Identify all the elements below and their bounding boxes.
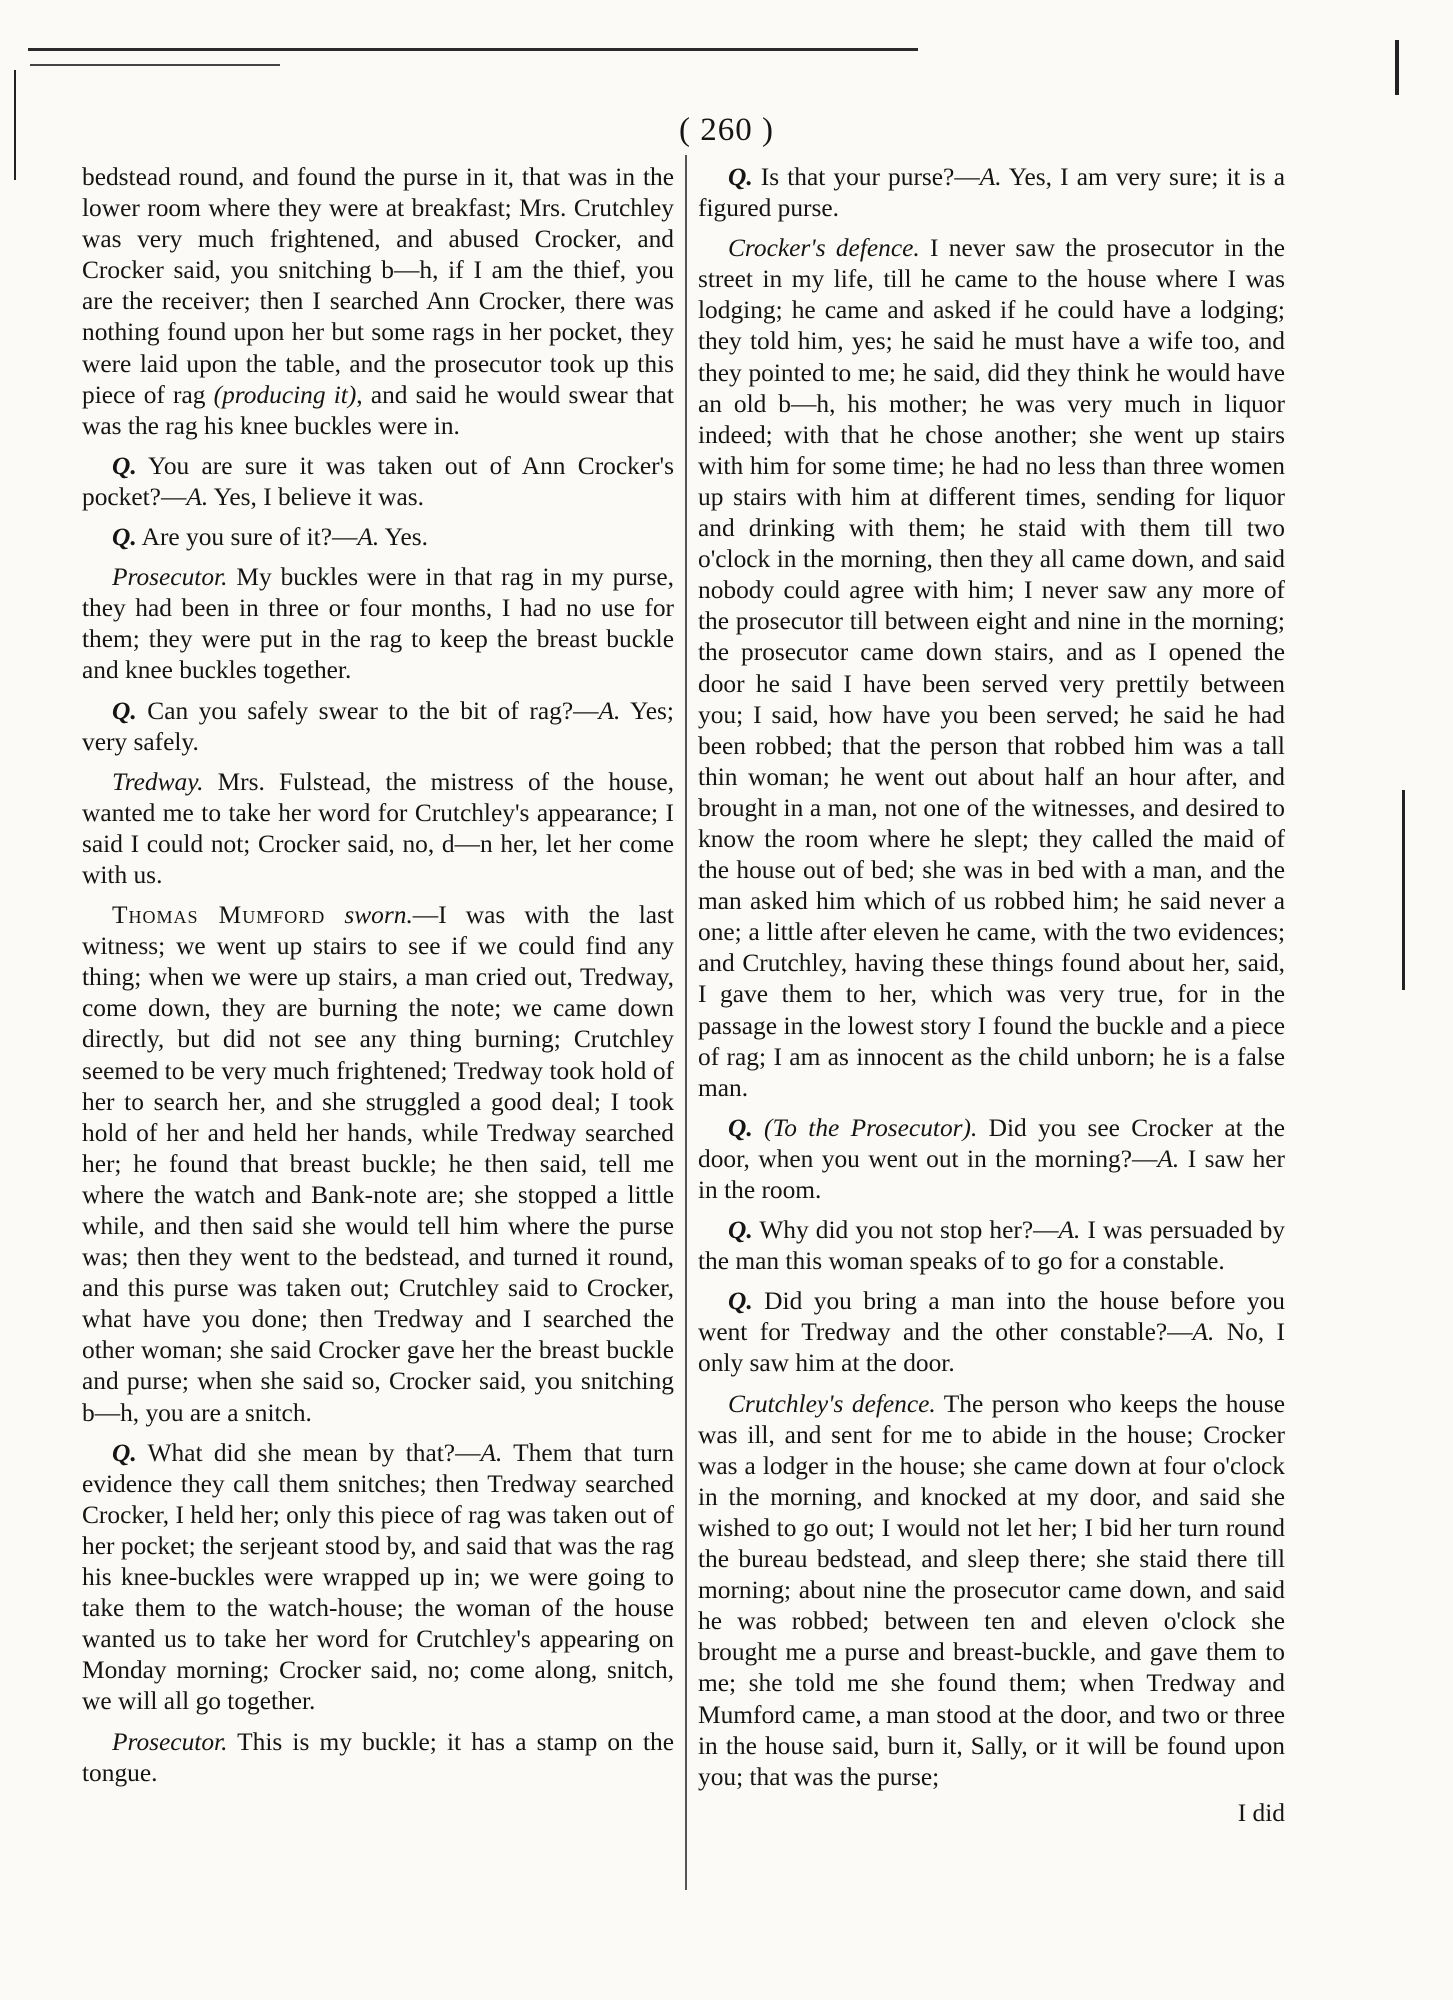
question-marker: Q. bbox=[112, 523, 137, 552]
text-run: This is my buckle; it has a stamp on the tongue. bbox=[82, 1727, 674, 1787]
styled-text: sworn. bbox=[344, 901, 413, 930]
text-run: Are you sure of it?— bbox=[136, 523, 358, 552]
question-marker: Q. bbox=[728, 1113, 753, 1142]
paragraph bbox=[698, 1286, 1285, 1379]
styled-text: Crocker's defence. bbox=[728, 234, 920, 263]
text-run: I did bbox=[1237, 1798, 1285, 1827]
text-run: No, I only saw him at the door. bbox=[698, 1318, 1285, 1378]
text-run: Yes, I believe it was. bbox=[208, 482, 424, 511]
paragraph bbox=[82, 162, 674, 442]
text-run: I never saw the prosecutor in the street in my life, till he came to the house where I was lodging; he came and asked if he could have a lodging; they told him, yes; he said he must have a wife too, and they pointed to me; he said, did they think he would have an old b—h, his mother; he was very much in liquor indeed; with that he chose another; she went up stairs with him for some time; he had no less than three women up stairs with him at different times, sending for liquor and drinking with them; he staid with them till two o'clock in the morning, then they all came down, and said nobody could agree with him; I never saw any more of the prosecutor till between eight and nine in the morning; the prosecutor came down stairs, and as I opened the door he said I have been served very prettily between you; I said, how have you been served; he said he had been robbed; that the person that robbed him was a tall thin woman; he went out about half an hour after, and brought in a man, not one of the witnesses, and desired to know the room where he slept; they called the maid of the house out of bed; she was in bed with a man, and the man asked him which of us robbed him; he said never a one; a little after eleven he came, with the two evidences; and Crutchley, having these things found about her, said, I gave them to her, which was very true, for in the passage in the lowest story I found the buckle and a piece of rag; I am as innocent as the child unborn; he is a false man. bbox=[698, 234, 1285, 1102]
top-rule bbox=[28, 48, 918, 51]
paragraph bbox=[82, 900, 674, 1429]
question-marker: Q. bbox=[112, 451, 137, 480]
text-run: Mrs. Fulstead, the mistress of the house, wanted me to take her word for Crutchley's appearance; I said I could not; Crocker said, no, d—n her, let her come with us. bbox=[82, 767, 674, 889]
scan-mark-right bbox=[1395, 40, 1399, 95]
text-run: Can you safely swear to the bit of rag?— bbox=[136, 696, 599, 725]
paragraph bbox=[82, 767, 674, 891]
text-run: —I was with the last witness; we went up stairs to see if we could find any thing; when we were up stairs, a man cried out, Tredway, come down, they are burning the note; we came down directly, but did not see any thing burning; Crutchley seemed to be very much frightened; Tredway took hold of her to search her, and she struggled a good deal; I took hold of her and held her hands, while Tredway searched her; he found that breast buckle; he then said, tell me where the watch and Bank-note are; she stopped a little while, and then said she would tell him where the purse was; then they went to the bedstead, and turned it round, and this purse was taken out; Crutchley said to Crocker, what have you done; then Tredway and I searched the other woman; she said Crocker gave her the breast buckle and purse; when she said so, Crocker said, you snitching b—h, you are a snitch. bbox=[82, 901, 674, 1427]
styled-text: A. bbox=[186, 482, 209, 511]
text-run: Is that your purse?— bbox=[752, 163, 980, 191]
paragraph bbox=[698, 233, 1285, 1104]
question-marker: Q. bbox=[728, 1287, 753, 1316]
styled-text: Tredway. bbox=[112, 767, 204, 796]
text-run bbox=[325, 901, 344, 929]
text-run: bedstead round, and found the purse in it, that was in the lower room where they were at breakfast; Mrs. Crutchley was very much frightened, and abused Crocker, and Crocker said, you snitching b—h, if I am the thief, you are the receiver; then I searched Ann Crocker, there was nothing found upon her but some rags in her pocket, they were laid upon the table, and the prosecutor took up this piece of rag bbox=[82, 163, 674, 409]
question-marker: Q. bbox=[112, 696, 137, 725]
text-run: , and said he would swear that was the rag his knee buckles were in. bbox=[82, 380, 674, 440]
styled-text: A. bbox=[1058, 1216, 1081, 1245]
styled-text: (To the Prosecutor). bbox=[764, 1113, 978, 1142]
styled-text: (producing it) bbox=[213, 380, 357, 409]
paragraph bbox=[82, 522, 674, 553]
text-run: The person who keeps the house was ill, and sent for me to abide in the house; Crocker was a lodger in the house; she came down at four o'clock in the morning, and knocked at my door, and said she wished to go out; I would not let her; I bid her turn round the bureau bedstead, and sleep there; she staid there till morning; about nine the prosecutor came down, and said he was robbed; between ten and eleven o'clock she brought me a purse and breast-buckle, and gave them to me; she told me she found them; when Tredway and Mumford came, a man stood at the door, and two or three in the house said, burn it, Sally, or it will be found upon you; that was the purse; bbox=[698, 1389, 1285, 1791]
styled-text: A. bbox=[480, 1438, 503, 1467]
styled-text: A. bbox=[979, 163, 1002, 191]
styled-text: Prosecutor. bbox=[112, 563, 228, 592]
paragraph bbox=[82, 696, 674, 758]
question-marker: Q. bbox=[112, 1438, 137, 1467]
text-run: Did you see Crocker at the door, when you went out in the morning?— bbox=[698, 1113, 1285, 1173]
styled-text: A. bbox=[357, 523, 380, 552]
paragraph bbox=[82, 1727, 674, 1789]
scan-mark-right-mid bbox=[1402, 790, 1405, 990]
paragraph bbox=[698, 162, 1285, 224]
text-run: Them that turn evidence they call them snitches; then Tredway searched Crocker, I held her; only this piece of rag was taken out of her pocket; the serjeant stood by, and said that was the rag his knee-buckles were wrapped up in; we were going to take them to the watch-house; the woman of the house wanted us to take her word for Crutchley's appearing on Monday morning; Crocker said, no; come along, snitch, we will all go together. bbox=[82, 1438, 674, 1716]
text-run: Did you bring a man into the house before you went for Tredway and the other constable?— bbox=[698, 1287, 1285, 1347]
left-column bbox=[82, 162, 674, 1798]
question-marker: Q. bbox=[728, 1216, 753, 1245]
text-run: You are sure it was taken out of Ann Crocker's pocket?— bbox=[82, 451, 674, 511]
paragraph bbox=[82, 562, 674, 686]
text-run: My buckles were in that rag in my purse, they had been in three or four months, I had no use for them; they were put in the rag to keep the breast buckle and knee buckles together. bbox=[82, 563, 674, 685]
styled-text: Crutchley's defence. bbox=[728, 1389, 936, 1418]
paragraph bbox=[82, 451, 674, 513]
text-run: What did she mean by that?— bbox=[136, 1438, 481, 1467]
styled-text: A. bbox=[1157, 1144, 1180, 1173]
paragraph bbox=[82, 1438, 674, 1718]
paragraph bbox=[698, 1798, 1285, 1829]
styled-text: Thomas Mumford bbox=[112, 901, 326, 930]
styled-text: A. bbox=[1192, 1318, 1215, 1347]
text-run: Yes, I am very sure; it is a figured purse. bbox=[698, 163, 1286, 223]
paragraph bbox=[698, 1113, 1285, 1206]
text-run: Yes; very safely. bbox=[82, 696, 674, 756]
question-marker: Q. bbox=[728, 163, 753, 191]
paragraph bbox=[698, 1215, 1285, 1277]
top-rule-thin bbox=[30, 64, 280, 66]
text-run: I saw her in the room. bbox=[698, 1144, 1285, 1204]
text-run: Why did you not stop her?— bbox=[752, 1216, 1059, 1245]
styled-text: Prosecutor. bbox=[112, 1727, 228, 1756]
page-number: ( 260 ) bbox=[679, 112, 774, 148]
text-run: I was persuaded by the man this woman speaks of to go for a constable. bbox=[698, 1216, 1285, 1276]
paragraph bbox=[698, 1389, 1285, 1793]
right-column bbox=[698, 162, 1285, 1838]
text-run: Yes. bbox=[379, 523, 428, 552]
text-run bbox=[753, 1114, 764, 1142]
styled-text: A. bbox=[598, 696, 621, 725]
column-divider bbox=[685, 155, 687, 1890]
